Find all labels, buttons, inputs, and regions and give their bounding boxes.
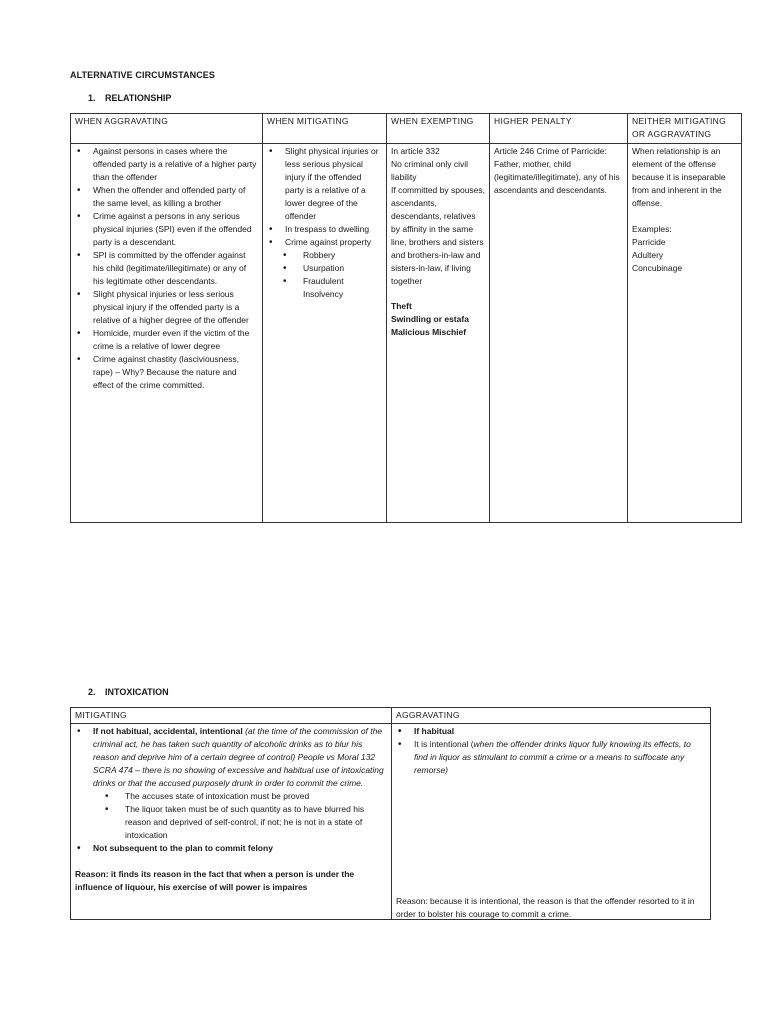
list-item — [93, 725, 387, 842]
exempting-crime: Swindling or estafa — [391, 314, 469, 324]
header-when-aggravating: WHEN AGGRAVATING — [71, 114, 263, 144]
intox-mitigating-cell — [71, 724, 392, 920]
list-item: • Robbery — [299, 249, 382, 262]
list-item: • Crime against chastity (lasciviousness, rape) – Why? Because the nature and effect of the crime committed. — [93, 353, 258, 392]
list-item: • Usurpation — [299, 262, 382, 275]
mitigating-cell — [263, 144, 387, 523]
list-item-label: Crime against property — [285, 237, 371, 247]
exempting-crime: Theft — [391, 301, 412, 311]
example-item: Adultery — [632, 250, 664, 260]
list-item: • Fraudulent Insolvency — [299, 275, 382, 301]
neither-cell — [628, 144, 742, 523]
list-item: • Not subsequent to the plan to commit felony — [93, 842, 387, 855]
list-item: • The accuses state of intoxication must be proved — [121, 790, 387, 803]
neither-text: When relationship is an element of the offense because it is inseparable from and inherent in the offense. — [632, 146, 726, 208]
mitigating-condition: If not habitual, accidental, intentional — [93, 726, 243, 736]
aggravating-condition: It is intentional ( — [414, 739, 474, 749]
section-heading-relationship — [88, 93, 171, 103]
aggravating-list — [75, 145, 258, 392]
section-title: INTOXICATION — [105, 687, 169, 697]
header-mitigating: MITIGATING — [71, 708, 392, 724]
section-heading-intoxication — [88, 687, 169, 697]
list-item — [414, 738, 706, 777]
aggravating-explanation: when the offender drinks liquor fully knowing its effects, to find in liquor as stimulant to commit a crime or a means to suffocate any remorse) — [414, 739, 691, 775]
table-row — [71, 144, 742, 523]
header-aggravating: AGGRAVATING — [392, 708, 711, 724]
header-higher-penalty: HIGHER PENALTY — [490, 114, 628, 144]
list-item: • Homicide, murder even if the victim of the crime is a relative of lower degree — [93, 327, 258, 353]
relationship-table — [70, 113, 742, 523]
header-when-exempting: WHEN EXEMPTING — [387, 114, 490, 144]
list-item: • In trespass to dwelling — [285, 223, 382, 236]
table-header-row — [71, 114, 742, 144]
higher-penalty-cell — [490, 144, 628, 523]
example-item: Concubinage — [632, 263, 683, 273]
list-item: • If habitual — [414, 725, 706, 738]
intox-mitigating-list — [75, 725, 387, 855]
intox-aggravating-cell — [392, 724, 711, 920]
exempting-crime: Malicious Mischief — [391, 327, 467, 337]
table-row — [71, 724, 711, 920]
header-when-mitigating: WHEN MITIGATING — [263, 114, 387, 144]
exempting-cell — [387, 144, 490, 523]
list-item — [285, 236, 382, 301]
list-item: • Slight physical injuries or less serious physical injury if the offended party is a relative of a lower degree of the offender — [285, 145, 382, 223]
list-item: • The liquor taken must be of such quantity as to have blurred his reason and deprived of self-control, if not; he is not in a state of intoxication — [121, 803, 387, 842]
section-number: 1. — [88, 93, 96, 103]
property-crimes-list — [285, 249, 382, 301]
list-item: • Against persons in cases where the offended party is a relative of a higher party than the offender — [93, 145, 258, 184]
list-item: • When the offender and offended party of the same level, as killing a brother — [93, 184, 258, 210]
aggravating-cell — [71, 144, 263, 523]
examples-label: Examples: — [632, 224, 672, 234]
list-item: • Slight physical injuries or less serious physical injury if the offended party is a relative of a higher degree of the offender — [93, 288, 258, 327]
aggravating-reason: Reason: because it is intentional, the reason is that the offender resorted to it in order to bolster his courage to commit a crime. — [396, 896, 695, 919]
mitigating-list — [267, 145, 382, 301]
example-item: Parricide — [632, 237, 666, 247]
list-item: • SPI is committed by the offender against his child (legitimate/illegitimate) or any of his legitimate other descendants. — [93, 249, 258, 288]
header-neither: NEITHER MITIGATING OR AGGRAVATING — [628, 114, 742, 144]
section-title: RELATIONSHIP — [105, 93, 172, 103]
intox-aggravating-list — [396, 725, 706, 777]
higher-penalty-text: Article 246 Crime of Parricide: Father, mother, child (legitimate/illegitimate), any of his ascendants and descendants. — [494, 146, 620, 195]
proof-requirements-list — [93, 790, 387, 842]
section-number: 2. — [88, 687, 96, 697]
exempting-text: In article 332 No criminal only civil liability If committed by spouses, ascendants, descendants, relatives by affinity in the same line, brothers and sisters and brothers-in-law and sisters-in-law, if living together — [391, 146, 486, 286]
document-title: ALTERNATIVE CIRCUMSTANCES — [70, 70, 215, 80]
list-item: • Crime against a persons in any serious physical injuries (SPI) even if the offended party is a descendant. — [93, 210, 258, 249]
mitigating-explanation: (at the time of the commission of the criminal act, he has taken such quantity of alcoholic drinks as to blur his reason and deprive him of a certain degree of control) People vs Moral 132 SCRA 474 – there is no showing of excessive and habitual use of intoxicating drinks or that the accused purposely drunk in order to commit the crime. — [93, 726, 384, 788]
mitigating-reason: Reason: it finds its reason in the fact that when a person is under the influence of liquour, his exercise of will power is impaires — [75, 869, 355, 892]
intoxication-table — [70, 707, 711, 920]
table-header-row — [71, 708, 711, 724]
